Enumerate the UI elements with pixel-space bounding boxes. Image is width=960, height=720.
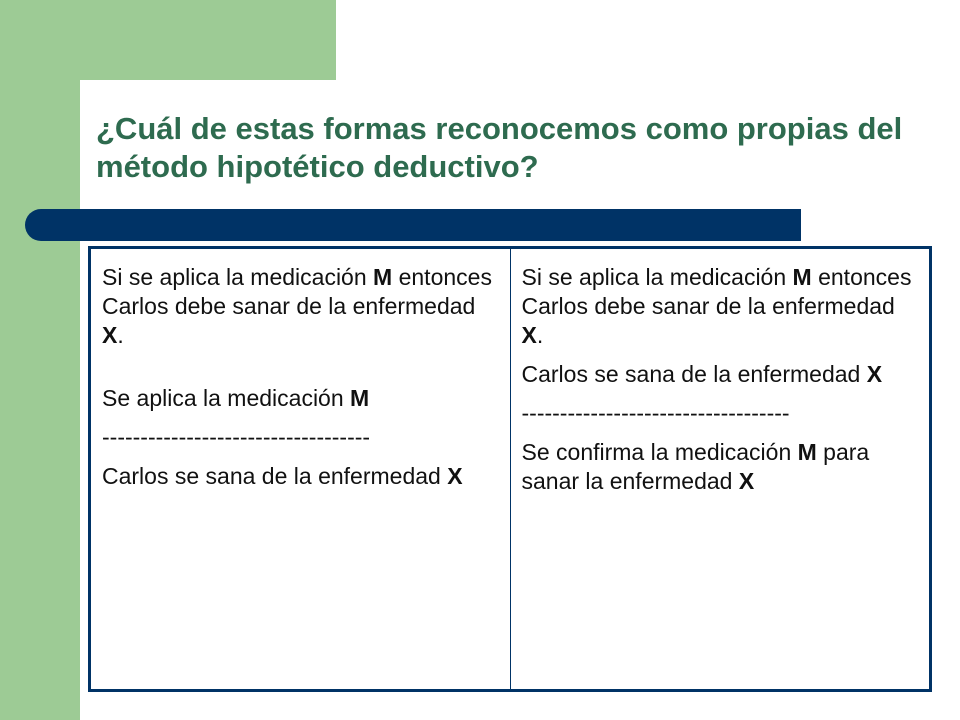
left-separator: ----------------------------------- xyxy=(102,424,371,450)
right-premise-2: Carlos se sana de la enfermedad X xyxy=(521,361,883,387)
right-separator: ----------------------------------- xyxy=(521,400,790,426)
slide-title: ¿Cuál de estas formas reconocemos como propias del método hipotético deductivo? xyxy=(96,111,903,184)
green-top-block xyxy=(80,0,336,80)
left-premise-2: Se aplica la medicación M xyxy=(102,385,370,411)
right-conclusion: Se confirma la medicación M para sanar la enfermedad X xyxy=(521,439,870,494)
title-underline-bar xyxy=(25,209,801,241)
left-conclusion: Carlos se sana de la enfermedad X xyxy=(102,463,463,489)
table-row xyxy=(90,248,931,691)
comparison-table xyxy=(88,246,932,692)
right-premise-1: Si se aplica la medicación M entonces Carlos debe sanar de la enfermedad X. xyxy=(521,264,912,348)
left-premise-1: Si se aplica la medicación M entonces Carlos debe sanar de la enfermedad X. xyxy=(102,264,492,348)
green-side-bar xyxy=(0,0,80,720)
right-cell xyxy=(510,248,931,691)
left-cell xyxy=(90,248,511,691)
